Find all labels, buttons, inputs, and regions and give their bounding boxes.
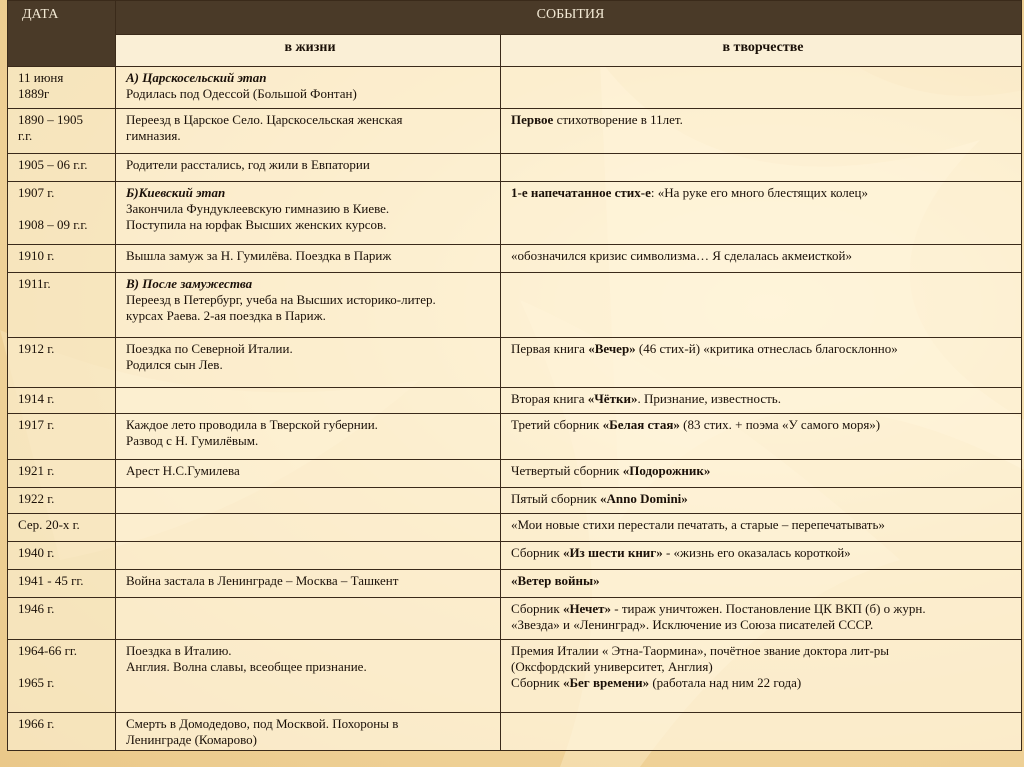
text-line: 11 июня	[18, 70, 64, 85]
work-title: «Из шести книг»	[562, 545, 663, 560]
text-line: (Оксфордский университет, Англия)	[511, 659, 713, 674]
work-cell	[501, 338, 1022, 388]
work-prefix: Четвертый сборник	[511, 463, 623, 478]
text-line: 1921 г.	[18, 463, 55, 478]
work-cell	[501, 542, 1022, 570]
date-cell	[8, 182, 116, 245]
work-line	[511, 112, 1015, 128]
text-line: 1912 г.	[18, 341, 55, 356]
date-cell	[8, 67, 116, 109]
work-title: «Нечет»	[562, 601, 611, 616]
text-line: Англия. Волна славы, всеобщее признание.	[126, 659, 367, 674]
text-line: 1911г.	[18, 276, 51, 291]
life-cell	[116, 514, 501, 542]
work-title: 1-е напечатанное стих-е	[511, 185, 651, 200]
work-title: «Вечер»	[588, 341, 636, 356]
text-line: 1964-66 гг.	[18, 643, 78, 658]
work-prefix: Сборник	[511, 545, 563, 560]
date-cell	[8, 245, 116, 273]
text-line: 1965 г.	[18, 675, 55, 690]
text-line: гимназия.	[126, 128, 181, 143]
text-line: Поездка в Италию.	[126, 643, 232, 658]
work-line	[511, 573, 1015, 589]
text-line: 1917 г.	[18, 417, 55, 432]
text-line: Родился сын Лев.	[126, 357, 223, 372]
table-row	[8, 514, 1022, 542]
work-title: «Подорожник»	[622, 463, 711, 478]
work-prefix: Первая книга	[511, 341, 589, 356]
text-line: Ленинграде (Комарово)	[126, 732, 257, 747]
table-row	[8, 245, 1022, 273]
text-line: 1890 – 1905	[18, 112, 83, 127]
work-cell	[501, 460, 1022, 488]
life-cell	[116, 542, 501, 570]
table-row	[8, 388, 1022, 414]
date-cell	[8, 338, 116, 388]
work-title: «Ветер войны»	[511, 573, 600, 588]
life-cell	[116, 388, 501, 414]
text-line: Поездка по Северной Италии.	[126, 341, 293, 356]
text-line: 1922 г.	[18, 491, 55, 506]
work-cell	[501, 514, 1022, 542]
date-cell	[8, 488, 116, 514]
work-title: Первое	[511, 112, 554, 127]
work-cell	[501, 154, 1022, 182]
table-row	[8, 598, 1022, 640]
text-line: Премия Италии « Этна-Таормина», почётное звание доктора лит-ры	[511, 643, 890, 658]
life-cell	[116, 273, 501, 338]
table-row	[8, 414, 1022, 460]
date-cell	[8, 598, 116, 640]
life-cell	[116, 245, 501, 273]
text-line: Родители расстались, год жили в Евпатории	[126, 157, 370, 172]
spacer	[18, 201, 109, 217]
text-line: Вышла замуж за Н. Гумилёва. Поездка в Париж	[126, 248, 392, 263]
work-cell	[501, 598, 1022, 640]
column-header-in-life: в жизни	[116, 35, 501, 67]
text-line: Арест Н.С.Гумилева	[126, 463, 240, 478]
date-cell	[8, 460, 116, 488]
work-text: - «жизнь его оказалась короткой»	[662, 545, 851, 560]
life-cell	[116, 460, 501, 488]
date-cell	[8, 570, 116, 598]
work-line	[511, 545, 1015, 561]
work-cell	[501, 570, 1022, 598]
table-row	[8, 570, 1022, 598]
date-cell	[8, 542, 116, 570]
text-line: 1905 – 06 г.г.	[18, 157, 88, 172]
work-title: «Бег времени»	[562, 675, 650, 690]
text-line: 1910 г.	[18, 248, 55, 263]
text-line: 1946 г.	[18, 601, 55, 616]
text-line: Каждое лето проводила в Тверской губернии.	[126, 417, 378, 432]
date-cell	[8, 514, 116, 542]
work-prefix: Сборник	[511, 675, 563, 690]
work-line	[511, 185, 1015, 201]
work-title: «Чётки»	[587, 391, 638, 406]
stage-title: Б)Киевский этап	[126, 185, 226, 200]
text-line: Поступила на юрфак Высших женских курсов.	[126, 217, 387, 232]
text-line: 1940 г.	[18, 545, 55, 560]
text-line: «обозначился кризис символизма… Я сделалась акмеисткой»	[511, 248, 852, 263]
work-title: «Anno Domini»	[600, 491, 688, 506]
table-row	[8, 273, 1022, 338]
text-line: Закончила Фундуклеевскую гимназию в Киеве.	[126, 201, 390, 216]
text-line: 1966 г.	[18, 716, 55, 731]
work-line	[511, 601, 1015, 617]
work-prefix: Третий сборник	[511, 417, 603, 432]
work-text: (83 стих. + поэма «У самого моря»)	[679, 417, 881, 432]
work-cell	[501, 245, 1022, 273]
life-cell	[116, 154, 501, 182]
date-cell	[8, 640, 116, 713]
stage-title: А) Царскосельский этап	[126, 70, 267, 85]
work-cell	[501, 273, 1022, 338]
stage-title: В) После замужества	[126, 276, 253, 291]
text-line: Война застала в Ленинграде – Москва – Ташкент	[126, 573, 399, 588]
table-row	[8, 67, 1022, 109]
table-row	[8, 338, 1022, 388]
life-cell	[116, 640, 501, 713]
work-cell	[501, 109, 1022, 154]
work-prefix: Пятый сборник	[511, 491, 601, 506]
life-cell	[116, 67, 501, 109]
work-cell	[501, 640, 1022, 713]
date-cell	[8, 273, 116, 338]
life-cell	[116, 182, 501, 245]
text-line: курсах Раева. 2-ая поездка в Париж.	[126, 308, 326, 323]
life-cell	[116, 414, 501, 460]
work-cell	[501, 488, 1022, 514]
table-row	[8, 182, 1022, 245]
table-row	[8, 542, 1022, 570]
text-line: Сер. 20-х г.	[18, 517, 80, 532]
work-title: «Белая стая»	[602, 417, 680, 432]
table-row	[8, 713, 1022, 751]
work-text: стихотворение в 11лет.	[553, 112, 683, 127]
text-line: Родилась под Одессой (Большой Фонтан)	[126, 86, 357, 101]
text-line: 1889г	[18, 86, 50, 101]
work-cell	[501, 388, 1022, 414]
work-prefix: Сборник	[511, 601, 563, 616]
text-line: «Мои новые стихи перестали печатать, а старые – перепечатывать»	[511, 517, 885, 532]
life-cell	[116, 109, 501, 154]
work-line	[511, 417, 1015, 433]
life-cell	[116, 598, 501, 640]
work-text: - тираж уничтожен. Постановление ЦК ВКП (б) о журн.	[610, 601, 926, 616]
text-line: 1908 – 09 г.г.	[18, 217, 88, 232]
column-header-in-work: в творчестве	[501, 35, 1022, 67]
date-cell	[8, 713, 116, 751]
work-cell	[501, 182, 1022, 245]
work-text: (46 стих-й) «критика отнеслась благосклонно»	[635, 341, 898, 356]
text-line: г.г.	[18, 128, 33, 143]
column-header-date: ДАТА	[8, 1, 116, 67]
work-text: : «На руке его много блестящих колец»	[650, 185, 869, 200]
table-row	[8, 640, 1022, 713]
life-cell	[116, 338, 501, 388]
work-line	[511, 341, 1015, 357]
table-row	[8, 109, 1022, 154]
life-cell	[116, 713, 501, 751]
date-cell	[8, 154, 116, 182]
date-cell	[8, 388, 116, 414]
text-line: 1907 г.	[18, 185, 55, 200]
work-text: . Признание, известность.	[637, 391, 781, 406]
header-row-2	[8, 35, 1022, 67]
table-body	[8, 67, 1022, 751]
work-cell	[501, 67, 1022, 109]
column-header-events: СОБЫТИЯ	[116, 1, 1022, 35]
date-cell	[8, 109, 116, 154]
text-line: Смерть в Домодедово, под Москвой. Похороны в	[126, 716, 399, 731]
work-cell	[501, 713, 1022, 751]
table-row	[8, 460, 1022, 488]
work-line	[511, 491, 1015, 507]
work-text: (работала над ним 22 года)	[649, 675, 802, 690]
date-cell	[8, 414, 116, 460]
work-line	[511, 463, 1015, 479]
chronology-table	[7, 0, 1022, 751]
text-line: 1941 - 45 гг.	[18, 573, 84, 588]
table-row	[8, 154, 1022, 182]
spacer	[18, 659, 109, 675]
header-row-1	[8, 1, 1022, 35]
work-line	[511, 391, 1015, 407]
table-row	[8, 488, 1022, 514]
text-line: Развод с Н. Гумилёвым.	[126, 433, 259, 448]
text-line: 1914 г.	[18, 391, 55, 406]
text-line: Переезд в Петербург, учеба на Высших историко-литер.	[126, 292, 436, 307]
text-line: Переезд в Царское Село. Царскосельская женская	[126, 112, 403, 127]
work-line	[511, 675, 1015, 691]
life-cell	[116, 570, 501, 598]
life-cell	[116, 488, 501, 514]
work-cell	[501, 414, 1022, 460]
work-prefix: Вторая книга	[511, 391, 588, 406]
text-line: «Звезда» и «Ленинград». Исключение из Союза писателей СССР.	[511, 617, 874, 632]
